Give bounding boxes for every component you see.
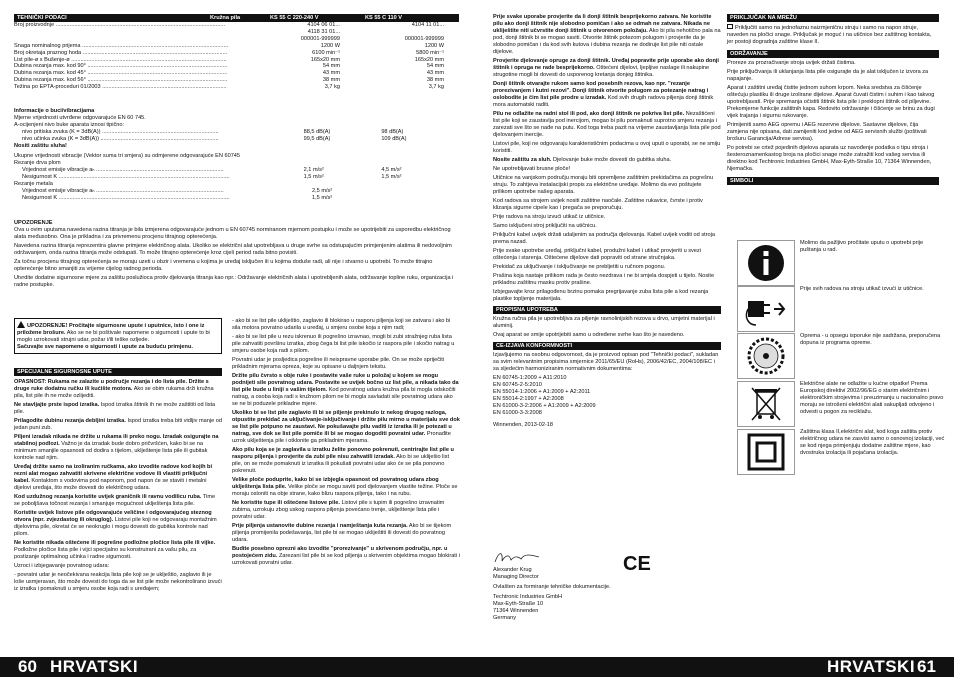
company-address-line: Germany xyxy=(493,615,517,621)
instruction-paragraph: Prije piljenja ustanovite dubine rezanja i namještanja kuta rezanja. Ako bi se tijekom piljenja promijenila podešavanja, list pile bi se mogao ukliještiti ili dovesti do povratnog udara. xyxy=(232,523,452,543)
instruction-paragraph: Donji štitnik otvarajte rukom samo kod posebnih rezova, kao npr. "rezanje prorezivanjem i kutni rezovi". Donji štitnik otvorite polugom za potezanje natrag i oslobodite je čim list pile prodre u izradak. Kod svih drugih radova piljenja donji štitnik mora automatski raditi. xyxy=(493,81,714,108)
company-address-line: 71364 Winnenden xyxy=(493,608,539,614)
spec-row: Dubina rezanja max. kod 45° .......................................................................................... 43 mm 43 mm xyxy=(14,70,444,77)
ce-norm: EN 60745-2-5:2010 xyxy=(493,382,542,388)
symbol-row xyxy=(737,381,945,427)
company-address-line: Max-Eyth-Straße 10 xyxy=(493,601,544,607)
spec-rows xyxy=(14,22,459,91)
page-number: 60 xyxy=(18,657,37,676)
spec-row: Dubina rezanja max. kod 90° .......................................................................................... 54 mm 54 mm xyxy=(14,63,444,70)
instruction-paragraph: Ako pilu koja se je zaglavila u izratku želite ponovno pokrenuti, centrirajte list pile u rasporu piljenja i provjerite da zubi pile nisu zahvatili izradak. Ako bi se ukliješio list pile, on se može pomaknuti iz izratka ili pokušati povratni udar ako će se pila ponovno pokrenuti. xyxy=(232,447,454,474)
instruction-paragraph: - ako bi se list pile u rezu iskrenuo ili pogrešno izravnao, mogli bi zubi stražnjeg ruba lista pile zahvatiti površinu izratka, zbog čega bi list pile iskočio iz raspora pile i skočio natrag u smjeru osobe koja radi s pilom. xyxy=(232,334,455,354)
instruction-paragraph: Priključni kabel uvijek držati udaljenim sa područja djelovanja. Kabel uvijek voditi od stroja prema nazad. xyxy=(493,232,716,245)
instruction-paragraph: Ne stavljajte prste ispod izratka. Ispod izratka štitnik ih ne može zaštititi od lista pile. xyxy=(14,402,216,415)
language-label: HRVATSKI xyxy=(827,657,916,676)
manual-icon xyxy=(737,240,795,286)
ce-mark: CE xyxy=(623,553,651,575)
maintenance-paragraph: Proreze za prozračivanje stroja uvijek držati čistima. xyxy=(727,60,856,66)
language-label: HRVATSKI xyxy=(50,657,139,676)
instruction-paragraph: Koristite uvijek listove pile odgovarajuće veličine i odgovarajućeg steznog otvora (npr. zvjezdastog ili okruglog). Listovi pile koji ne odgovaraju montažnim dijelovima pile, okretat će se neokruglo i mogu dovesti do gubitka kontrole nad pilom. xyxy=(14,510,217,537)
metal-emission-row: Vrijednost emisije vibracije aₕ .................................................................................. 2,5 m/s² xyxy=(22,188,333,194)
instruction-paragraph: Prije radova na stroju izvući utikač iz utičnice. xyxy=(493,214,606,220)
spec-row: 4118 31 01... xyxy=(307,28,340,35)
instruction-paragraph: OPASNOST: Rukama ne zalazite u područje rezanja i do lista pile. Držite s druge ruke dodatnu ručku ili kućište motora. Ako se obim rukama drži kružna pila, list pile ih ne može ozlijediti. xyxy=(14,379,214,399)
mains-section: PRIKLJUČAK NA MREŽU Priključiti samo na jednofaznu naizmjeničnu struju i samo na napon struje, naveden na pločici snage. Priključak je moguć i na utičnice bez zaštitnog kontakta, jer postoji dogradnja zaštitne klase II. ODRŽAVANJE Proreze za prozračivanje stroja uvijek držati čistima. Prije priključivanja ili uklanjanja lista pile osigurajte da je alat isključen iz izvora za napajanje. Aparat i zaštitni uređaj čistite jednom suhom krpom. Neka sredstva za čišćenje oštećuju plastiku ili druge izolirane dijelove. Aparat čuvati čistim i suhim i kao takvog upotrebljavati. Prije spremanja očistiti štitnik lista pile i preklopni štitnik od piljevine. Prekomjerne funkcije zaštitnih kapa. Redovito održavanje i čišćenje se brinu za dugi vijek trajanja i sigurnu rukovanje. Primijeniti samo AEG opremu i AEG rezervne dijelove. Sastavne dijelove, čija zamjena nije opisana, dati zamijeniti kod jedne od AEG servisnih službi (poštivati brošuru Garancija/Adrese servisa). Po potrebi se crtež pojedinih dijelova aparata uz navođenje podatka o tipu stroja i šesteroznamenkastog broja na pločici snage može zatražiti kod vašeg servisa ili direktno kod Techtronic Industries GmbH, Max-Eyth-Straße 10, 71364 Winnenden, Njemačka. SIMBOLI xyxy=(727,14,939,185)
spec-row: List pile-ø x Bušenje-ø .................................................................................................... 165x20 mm 165x20 mm xyxy=(14,56,444,63)
signature xyxy=(493,547,543,567)
metal-uncertainty-row: Nesigurnost K .............................................................................................................. 1,5 m/s² xyxy=(22,195,333,201)
saw-blade-icon xyxy=(737,333,795,379)
instruction-paragraph: Prilagodite dubinu rezanja debljini izratka. Ispod izratka treba biti vidljiv manje od jedan puni zub. xyxy=(14,418,222,431)
instruction-paragraph: Prašina koja nastaje prilikom rada je često nezdrava i ne bi smjela dospjeti u tijelo. Nosite prikladnu zaštitnu masku protiv prašine. xyxy=(493,273,715,286)
spec-row: Broj proizvodnje ............................................................................................................. 4104 06 01... 4104 11 01... xyxy=(14,22,444,28)
instruction-paragraph: Piljeni izradak nikada ne držite u rukama ili preko nogu. Izradak osigurajte na stabilnoj podlozi. Važno je da izradak bude dobro pričvršćen, kako bi se na minimum smanjile opasnosti od dodira s tijelom, uklještenje lista pile ili gubitak kontrole nad njim. xyxy=(14,434,219,461)
instruction-paragraph: Kod uzdužnog rezanja koristite uvijek graničnik ili ravnu vodilicu ruba. Time se poboljšava točnost rezanja i smanjuje mogućnost uklještenja lista pile. xyxy=(14,494,216,507)
instruction-paragraph: Utičnice na vanjskom području moraju biti opremljene zaštitnim prekidačima za pogrešnu struju. To zahtjeva instalacijski propis za električne uređaje. Molimo da evo poštujete prilikom upotrebe našeg aparata. xyxy=(493,175,714,195)
instruction-paragraph: Izbjegavajte kroz prilagođenu brzinu pomaka pregrijavanje zuba lista pile a kod rezanja plastike topljenje materijala. xyxy=(493,289,709,302)
symbol-description: Zaštitna klasa II,električni alat, kod koga zaštita protiv električnog udara ne zasvisi samo o osnovnoj izolaciji, već se kod njega primjenjuju dodatne zaštitne mjere, kao dvostruka izolacija ili pojačana izolacija. xyxy=(800,429,945,456)
technical-data-header: TEHNIČKI PODACI Kružna pila KS 55 C 220-240 V KS 55 C 110 V xyxy=(14,14,459,22)
maintenance-title: ODRŽAVANJE xyxy=(727,50,939,58)
instruction-paragraph: Ne upotrebljavati brusne ploče! xyxy=(493,166,571,172)
use-title: PROPISNA UPOTREBA xyxy=(493,306,721,314)
sound-power-row: nivo učinka zvuka (K = 3dB(A)) ............................................................................ 99,5 dB(A) 109 dB(A) xyxy=(22,136,407,142)
instruction-paragraph: Pilu ne odlažite na radni stol ili pod, ako donji štitnik ne pokriva list pile. Nezaštićeni list pile koji se zaustavlja pod inercijom, mogao bi pilu pomaknuti suprotno smjeru rezanja i zarezati sve što se nađe na putu. Kod toga treba pazit na vrijeme zaustavljanja lista pile pod djelovanjem inercije. xyxy=(493,111,721,138)
symbol-description: Oprema - u opsegu isporuke nije sadržana, preporučena dopuna iz programa opreme. xyxy=(800,333,941,346)
page-number: 61 xyxy=(917,657,936,676)
instruction-paragraph: - povratni udar je neočekivana reakcija lista pile koji se je uklještio, zaglavio ili je loše usmjeravan, što može dovesti do toga da se list pile može nekontrolirano izvući iz izratka i pomaknuti u smjeru osobe koja radi s uređajem; xyxy=(14,572,222,592)
noise-vibration: Informacije o buci/vibracijama Mjerne vrijednosti utvrđene odgovarajuće EN 60 745. A-ocijenjeni nivo buke aparata iznosi tipično: nivo pritiska zvuka (K = 3dB(A)) ........................................................................... 88,5 dB(A) 98 dB(A) nivo učinka zvuka (K = 3dB(A)) ............................................................................ 99,5 dB(A) 109 dB(A) Nositi zaštitu sluha! Ukupne vrijednosti vibracije (Vektor suma tri smjera) su odmjerene odgovarajuće EN 60745 Rezanje drva plom Vrijednost emisije vibracije aₕ .................................................................................. 2,1 m/s² 4,5 m/s² Nesigurnost K .............................................................................................................. 1,5 m/s² 1,5 m/s² Rezanje metala Vrijednost emisije vibracije aₕ .................................................................................. 2,5 m/s² Nesigurnost K .............................................................................................................. 1,5 m/s² xyxy=(14,108,459,202)
spec-row: Snaga nominalnog prijema .............................................................................................. 1200 W 1200 W xyxy=(14,42,444,49)
symbol-description: Prije svih radova na stroju utikač izvući iz utičnice. xyxy=(800,286,924,292)
instruction-paragraph: - ako bi se list pile ukliještio, zaglavio ili blokirao u rasporu piljenja koji se zatvara i ako bi sila motora povratno udarila u uređaj, u smjeru osobe koja s njim radi; xyxy=(232,318,451,331)
instruction-paragraph: Prije svake uporabe provjerite da li donji štitnik besprijekorno zatvara. Ne koristite pilu ako donji štitnik nije slobodno pomičan i ako se odmah ne zatvara. Nikada ne ukliještite niti učvrstite donji štitnik u otvorenom položaju. Ako bi pila nehotično pala na pod, donji štitnik bi se mogao saviti. Otvorite štitnik potezom polugom i provjerite da je slobodno pomičan i da kod svih kutova i dubina rezanja ne dodiruje list pile niti ostale dijelove. xyxy=(493,14,721,55)
symbol-description: Molimo da pažljivo pročitate uputu o upotrebi prije puštanja u rad. xyxy=(800,240,924,253)
instruction-paragraph: Ne koristite tupe ili oštećene listove pile. Listovi pile s tupim ili pogrešno izravnatim zubima, uzrokuju zbog uskog raspora piljenja povećano trenje, uklještenje lista pile i povratni udar. xyxy=(232,500,445,520)
spec-row: 000001-999999 000001-999999 xyxy=(300,35,444,42)
wood-emission-row: Vrijednost emisije vibracije aₕ .................................................................................. 2,1 m/s² 4,5 m/s² xyxy=(22,167,402,173)
instruction-paragraph: Budite posebno oprezni ako izvodite "prorezivanje" u skrivenom području, npr. u postojećem zidu. Zarezani list pile bi se kod piljenja u skrivenim objektima mogao blokirati i uzrokovati povratni udar. xyxy=(232,546,460,566)
instruction-paragraph: Prekidač za uključivanje i isključivanje ne prebljetiti u ručnom pogonu. xyxy=(493,264,666,270)
left-footer xyxy=(0,657,477,677)
special-safety-title: SPECIJALNE SIGURNOSNE UPUTE xyxy=(14,368,222,376)
maintenance-paragraph: Po potrebi se crtež pojedinih dijelova aparata uz navođenje podatka o tipu stroja i šesteroznamenkastog broja na pločici snage može zatražiti kod vašeg servisa ili direktno kod Techtronic Industries GmbH, Max-Eyth-Straße 10, 71364 Winnenden, Njemačka. xyxy=(727,145,932,172)
ce-norm: EN 55014-1:2006 + A1:2009 + A2:2011 xyxy=(493,389,591,395)
ce-norms xyxy=(493,375,721,417)
spec-row: Težina po EPTA-proceduri 01/2003 ................................................................................ 3,7 kg 3,7 kg xyxy=(14,84,444,91)
right-page xyxy=(477,0,954,677)
signatory: Alexander Krug Managing Director Ovlašten za formiranje tehničke dokumentacije. Techtronic Industries GmbH Max-Eyth-Straße 10 71364 Winnenden Germany xyxy=(493,567,721,622)
special-safety-column xyxy=(14,368,222,595)
instruction-paragraph: Kod radova sa strojem uvijek nositi zaštitne naočale. Zaštitne rukavice, čvrste i protiv klizanja sigurne cipele kao i pregača se preporučuju. xyxy=(493,198,703,211)
ce-norm: EN 55014-2:1997 + A2:2008 xyxy=(493,396,564,402)
sound-pressure-row: nivo pritiska zvuka (K = 3dB(A)) ........................................................................... 88,5 dB(A) 98 dB(A) xyxy=(22,129,404,135)
instruction-paragraph: Velike ploče poduprite, kako bi se izbjegla opasnost od povratnog udara zbog uklještenja lista pile. Velike ploče se mogu saviti pod djelovanjem vlastite težine. Ploče se moraju osloniti na obje strane, kako blizu raspora piljenja, tako i na rubu. xyxy=(232,477,458,497)
ce-norm: EN 61000-3-2:2006 + A1:2009 + A2:2009 xyxy=(493,403,596,409)
instruction-paragraph: Nosite zaštitu za sluh. Djelovanje buke može dovesti do gubitka sluha. xyxy=(493,157,672,163)
symbol-row xyxy=(737,286,945,332)
instruction-paragraph: Držite pilu čvrsto s obje ruke i postavite vaše ruke u položaj u kojem se mogu podnijeti sile povratnog udara. Postavite se uvijek bočno uz list pile, a nikada tako da list pile bude u liniji s vašim tijelom. Kod povratnog udara kružna pila bi mogla odskočiti natrag, a osoba koja radi s kružnom pilom ne bi mogla savladati sile povratnog udara ako se ne bi poduzele prikladne mjere. xyxy=(232,373,459,407)
warning-icon xyxy=(17,321,25,328)
instruction-paragraph: Uzroci i izbjegavanje povratnog udara: xyxy=(14,563,110,569)
instruction-paragraph: Povratni udar je posljedica pogrešne ili neispravne uporabe pile. On se može spriječiti prikladnim mjerama opreza, koje su opisane u daljnjem tekstu. xyxy=(232,357,445,370)
guard-column: Prije svake uporabe provjerite da li donji štitnik besprijekorno zatvara. Ne koristite pilu ako donji štitnik nije slobodno pomičan i ako se odmah ne zatvara. Nikada ne ukliještite niti učvrstite donji štitnik u otvorenom položaju. Ako bi pila nehotično pala na pod, donji štitnik bi se mogao saviti. Otvorite štitnik potezom polugom i provjerite da je slobodno pomičan i da kod svih kutova i dubina rezanja ne dodiruje list pile niti ostale dijelove. Provjerite djelovanje opruge za donji štitnik. Uređaj popravite prije uporabe ako donji štitnik i opruga ne rade besprijekorno. Oštećeni dijelovi, ljepljive naslage ili nakupine strugotine mogli bi dovesti do usporenog kretanja donjeg štitnika. Donji štitnik otvarajte rukom samo kod posebnih rezova, kao npr. "rezanje prorezivanjem i kutni rezovi". Donji štitnik otvorite polugom za potezanje natrag i oslobodite je čim list pile prodre u izradak. Kod svih drugih radova piljenja donji štitnik mora automatski raditi. Pilu ne odlažite na radni stol ili pod, ako donji štitnik ne pokriva list pile. Nezaštićeni list pile koji se zaustavlja pod inercijom, mogao bi pilu pomaknuti suprotno smjeru rezanja i zarezati sve što se nađe na putu. Kod toga treba pazit na vrijeme zaustavljanja lista pile pod djelovanjem inercije. Listovi pile, koji ne odgovaraju karakterističnim podacima u ovoj uputi o uporabi, se ne smiju koristiti. Nosite zaštitu za sluh. Djelovanje buke može dovesti do gubitka sluha. Ne upotrebljavati brusne ploče! Utičnice na vanjskom području moraju biti opremljene zaštitnim prekidačima za pogrešnu struju. To zahtjeva instalacijski propis za električne uređaje. Molimo da evo poštujete prilikom upotrebe našeg aparata. Kod radova sa strojem uvijek nositi zaštitne naočale. Zaštitne rukavice, čvrste i protiv klizanja sigurne cipele kao i pregača se preporučuju. Prije radova na stroju izvući utikač iz utičnice. Samo isključeni stroj priključiti na utičnicu. Priključni kabel uvijek držati udaljenim sa područja djelovanja. Kabel uvijek voditi od stroja prema nazad. Prije svake upotrebe uređaj, priključni kabel, produžni kabel i utikač provjeriti u svezi oštećenja i starenja. Oštećene dijelove dati popraviti od strane stručnjaka. Prekidač za uključivanje i isključivanje ne prebljetiti u ručnom pogonu. Prašina koja nastaje prilikom rada je često nezdrava i ne bi smjela dospjeti u tijelo. Nosite prikladnu zaštitnu masku protiv prašine. Izbjegavajte kroz prilagođenu brzinu pomaka pregrijavanje zuba lista pile a kod rezanja plastike topljenje materijala. PROPISNA UPOTREBA Kružna ručna pila je upotrebljiva za piljenje ravnolinijskih rezova u drvo, umjetni materijal i aluminij. Ovaj aparat se smije upotrijebiti samo u određene svrhe kao što je navedeno. CE-IZJAVA KONFORMNOSTI Izjavljujemo na osobnu odgovornost, da je proizvod opisan pod "Tehnički podaci", sukladan sa svim relevantnim propisima smjernice 2011/65/EU (RoHs), 2006/42/EC, 2004/108/EC i sa sljedećim harmoniziranim normativnim dokumentima: EN 60745-1:2009 + A11:2010 EN 60745-2-5:2010 EN 55014-1:2006 + A1:2009 + A2:2011 EN 55014-2:1997 + A2:2008 EN 61000-3-2:2006 + A1:2009 + A2:2009 EN 61000-3-3:2008 Winnenden, 2013-02-18 xyxy=(493,14,721,428)
spec-row: Dubina rezanja max. kod 56° .......................................................................................... 38 mm 38 mm xyxy=(14,77,444,84)
right-footer xyxy=(477,657,954,677)
ce-title: CE-IZJAVA KONFORMNOSTI xyxy=(493,342,721,350)
maintenance-paragraph: Prije priključivanja ili uklanjanja lista pile osigurajte da je alat isključen iz izvora za napajanje. xyxy=(727,69,929,82)
instruction-paragraph: Uređaj držite samo na izoliranim ručkama, ako izvodite radove kod kojih bi rezni alat mogao zahvatiti skrivene električne vodove ili vlastiti priključni kabel. Kontaktom s vodovima pod naponom, pod napon će se staviti i metalni dijelovi uređaja, što može dovesti do električnog udara. xyxy=(14,464,213,491)
instruction-paragraph: Listovi pile, koji ne odgovaraju karakterističnim podacima u ovoj uputi o uporabi, se ne smiju koristiti. xyxy=(493,141,721,154)
ce-norm: EN 61000-3-3:2008 xyxy=(493,410,542,416)
instruction-paragraph: Provjerite djelovanje opruge za donji štitnik. Uređaj popravite prije uporabe ako donji štitnik i opruga ne rade besprijekorno. Oštećeni dijelovi, ljepljive naslage ili nakupine strugotine mogli bi dovesti do usporenog kretanja donjeg štitnika. xyxy=(493,58,719,78)
warning-section: UPOZORENJE Ova u ovim uputama navedena razina titranja je bila izmjerena odgovarajuće jednom u EN 60745 normiranom mjernom postupku i može se upotrijebiti za usporedbu električnog alata međusobno. Ona je prikladna i za privremenu procjenu titrajnog opterećenja. Navedena razina titranja reprezentira glavne primjene električnog alata. Ukoliko se električni alat upotrebljava u druge svrhe sa odstupajućim primjenjenim alatima ili nedovoljnim održavanjem, onda razina titranja može odstupati. To može titrajno opterećenje kroz cijeli period rada bitno povisiti. Za točnu procjenu titrajnog opterećenja se moraju uzeti u obzir i vremena u kojima je uređaj isključen ili u kojima doduše radi, ali nije i stvarno u upotrebi. To može titrajno opterećenje bitno smanjiti za vrijeme cijelog radnog perioda. Utvrdite dodatne sigurnosne mjere za zaštitu poslužioca protiv djelovanja titranja kao npr.: Održavanje električnih alata i upotrebljenih alata, održavanje topline ruku, organizacija i radne postupke. xyxy=(14,220,454,288)
wood-uncertainty-row: Nesigurnost K .............................................................................................................. 1,5 m/s² 1,5 m/s² xyxy=(22,174,402,180)
class-ii-icon xyxy=(727,24,733,29)
kickback-column xyxy=(232,318,460,569)
ce-norm: EN 60745-1:2009 + A11:2010 xyxy=(493,375,567,381)
instruction-paragraph: Samo isključeni stroj priključiti na utičnicu. xyxy=(493,223,597,229)
symbol-description: Električne alate ne odlažite u kućne otpatke! Prema Europskoj direktivi 2002/96/EG o starim električnim i elektroničkim strojevima i preuzimanju u nacionalno pravo moraju se istrošeni električni alati sakupljati odvojeno i odvesti u pogon za reciklažu. xyxy=(800,381,944,415)
class-ii-icon xyxy=(737,429,795,475)
instruction-paragraph: Prije svake upotrebe uređaj, priključni kabel, produžni kabel i utikač provjeriti u svezi oštećenja i starenja. Oštećene dijelove dati popraviti od strane stručnjaka. xyxy=(493,248,702,261)
company-address-line: Techtronic Industries GmbH xyxy=(493,594,563,600)
maintenance-paragraph: Aparat i zaštitni uređaj čistite jednom suhom krpom. Neka sredstva za čišćenje oštećuju plastiku ili druge izolirane dijelove. Aparat čuvati čistim i suhim i kao takvog upotrebljavati. Prije spremanja očistiti štitnik lista pile i preklopni štitnik od piljevine. Prekomjerne funkcije zaštitnih kapa. Redovito održavanje i čišćenje se brinu za dugi vijek trajanja i sigurnu rukovanje. xyxy=(727,85,935,119)
mains-title: PRIKLJUČAK NA MREŽU xyxy=(727,14,939,22)
maintenance-paragraph: Primijeniti samo AEG opremu i AEG rezervne dijelove. Sastavne dijelove, čija zamjena nije opisana, dati zamijeniti kod jedne od AEG servisnih službi (poštivati brošuru Garancija/Adrese servisa). xyxy=(727,122,927,142)
instruction-paragraph: Ne koristite nikada oštećene ili pogrešne podložne pločice lista pile ili vijke. Podložne pločice lista pile i vijci specijalno su konstruirani za vašu pilu, za postizanje optimalnog učinka i radne sigurnosti. xyxy=(14,540,216,560)
unplug-icon xyxy=(737,286,795,332)
weee-bin-icon xyxy=(737,381,795,427)
instruction-paragraph: Ukoliko bi se list pile zaglavio ili bi se piljenje prekinulo iz nekog drugog razloga, otpustite prekidač za uključivanje-isključivanje i držite pilu mirno u materijalu sve dok se list pile potpuno ne zaustavi. Ne pokušavajte pilu vaditi iz izratka ili je potezati u natrag, sve dok se list pile pomiče ili bi se mogao dogoditi povratni udar. Pronađite uzrok uklještenja pile i otklonite ga prikladnim mjerama. xyxy=(232,410,460,444)
symbol-row xyxy=(737,333,945,379)
symbols-title: SIMBOLI xyxy=(727,177,939,185)
spec-row: Broj okretaja praznog hoda ............................................................................................. 6100 min⁻¹ 5800 min⁻¹ xyxy=(14,49,444,56)
safety-notice-box: UPOZORENJE! Pročitajte sigurnosne upute i uputnice, isto i one iz priložene brošure. Ako se ne bi poštivale napomene o sigurnosti i upute to bi moglo uzrokovati strujni udar, požar i/ili teške ozljede. Sačuvajte sve napomene o sigurnosti i upute za buduću primjenu. xyxy=(14,318,222,354)
symbol-row xyxy=(737,240,945,286)
technical-data xyxy=(14,14,459,91)
symbol-row xyxy=(737,429,945,475)
